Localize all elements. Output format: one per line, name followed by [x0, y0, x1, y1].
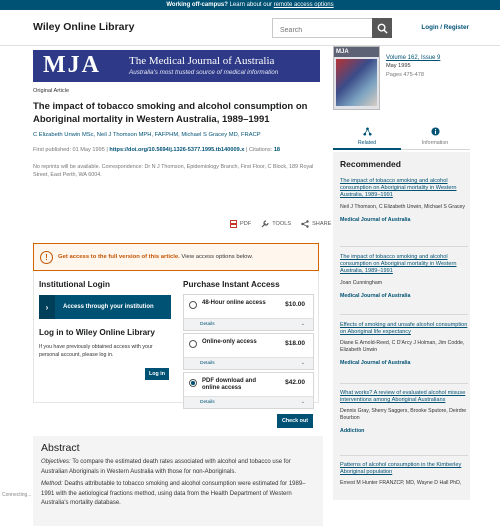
abstract-heading: Abstract	[41, 442, 80, 454]
purchase-option-online-only[interactable]	[183, 333, 314, 370]
wol-login-text: If you have previously obtained access with your personal account, please log in.	[39, 344, 153, 358]
info-icon	[431, 127, 440, 136]
option-details-toggle[interactable]	[184, 318, 313, 330]
issue-date: May 1995	[386, 63, 411, 69]
recommended-item-title[interactable]: The impact of tobacco smoking and alcohol consumption on Aboriginal mortality in Western Australia, 1989–1991	[340, 178, 457, 199]
option-details-toggle[interactable]	[184, 396, 313, 408]
purchase-option-48-hour[interactable]	[183, 294, 314, 331]
citations-label: Citations:	[248, 147, 274, 153]
doi-link[interactable]: https://doi.org/10.5694/j.1326-5377.1995.tb140009.x	[109, 147, 245, 153]
recommended-title: Recommended	[340, 159, 401, 169]
radio-button[interactable]	[189, 301, 197, 309]
option-row[interactable]	[184, 373, 313, 396]
login-register-link[interactable]: Login / Register	[421, 24, 469, 31]
search-icon	[377, 23, 388, 34]
divider	[340, 246, 468, 247]
journal-cover-image[interactable]	[333, 46, 380, 110]
share-icon	[301, 220, 309, 228]
tab-information[interactable]	[401, 124, 469, 146]
journal-tagline: Australia's most trusted source of medical information	[129, 69, 279, 76]
cover-artwork	[336, 59, 377, 106]
checkout-button[interactable]: Check out	[277, 414, 313, 428]
option-row[interactable]	[184, 334, 313, 357]
recommended-item-title[interactable]: The impact of tobacco smoking and alcohol consumption on Aboriginal mortality in Western Australia, 1989–1991	[340, 254, 457, 275]
search-input[interactable]	[273, 22, 371, 40]
share-button[interactable]	[301, 220, 331, 228]
chevron-down-icon: ⌄	[300, 321, 305, 327]
article-title: The impact of tobacco smoking and alcohol consumption on Aboriginal mortality in Western Australia, 1989–1991	[33, 101, 308, 125]
warning-icon: !	[40, 251, 53, 264]
divider	[340, 383, 468, 384]
volume-issue-link[interactable]: Volume 162, Issue 9	[386, 55, 441, 61]
recommended-item-authors: Dennis Gray, Sherry Saggers, Brooke Sputore, Deirdre Bourbon	[340, 408, 467, 422]
first-published-label: First published:	[33, 147, 73, 153]
recommended-item-title[interactable]: Patterns of alcohol consumption in the Kimberley Aboriginal population	[340, 462, 462, 476]
log-in-button[interactable]: Log in	[145, 368, 169, 380]
option-price: $18.00	[285, 340, 305, 347]
option-price: $10.00	[285, 301, 305, 308]
correspondence-note: No reprints will be available. Correspondence: Dr N J Thomson, Epidemiology Branch, First Floor, C Block, 189 Royal Street, East Perth, WA 6004.	[33, 164, 314, 178]
option-row[interactable]	[184, 295, 313, 318]
institution-access-button[interactable]	[39, 295, 171, 319]
recommended-item-title[interactable]: Effects of smoking and unsafe alcohol consumption on Aboriginal life expectancy	[340, 322, 468, 336]
institution-access-label: Access through your institution	[63, 303, 154, 310]
recommended-item-title[interactable]: What works? A review of evaluated alcohol misuse interventions among Aboriginal Australians	[340, 390, 466, 404]
search-button[interactable]	[372, 18, 392, 38]
recommended-item	[340, 390, 468, 434]
method-label: Method:	[41, 481, 63, 487]
banner-bold: Working off-campus?	[166, 2, 228, 8]
author-list[interactable]: C Elizabeth Unwin MSc, Neil J Thomson MPH, FAFPHM, Michael S Gracey MD, FRACP	[33, 132, 261, 138]
access-notice	[33, 243, 319, 271]
radio-button[interactable]	[189, 340, 197, 348]
chevron-down-icon: ⌄	[300, 360, 305, 366]
option-name: 48-Hour online access	[202, 300, 266, 306]
publication-info: First published: 01 May 1995 | https://doi.org/10.5694/j.1326-5377.1995.tb140009.x | Citations: 18	[33, 147, 281, 153]
access-notice-rest: View access options below.	[179, 254, 254, 260]
tab-information-label: Information	[421, 140, 449, 146]
recommended-item-journal[interactable]: Medical Journal of Australia	[340, 360, 411, 367]
issue-pages: Pages 475-478	[386, 72, 424, 78]
chevron-down-icon: ⌄	[300, 399, 305, 405]
recommended-item-authors: Joan Cunningham	[340, 279, 383, 286]
tab-related[interactable]	[333, 124, 401, 150]
cover-label: MJA	[334, 47, 379, 57]
tools-label: TOOLS	[272, 221, 292, 227]
option-price: $42.00	[285, 379, 305, 386]
remote-access-link[interactable]: remote access options	[273, 2, 334, 8]
related-icon	[363, 127, 372, 136]
banner-text: Learn about our	[227, 2, 274, 8]
recommended-item	[340, 254, 468, 299]
recommended-item-authors: Diane E Arnold-Reed, C D'Arcy J Holman, Jim Codde, Elizabeth Unwin	[340, 340, 465, 354]
objectives-label: Objectives:	[41, 459, 71, 465]
recommended-item	[340, 322, 468, 366]
recommended-item-journal[interactable]: Medical Journal of Australia	[340, 216, 411, 223]
tools-button[interactable]	[261, 220, 291, 228]
arrow-right-icon: ›	[39, 295, 55, 319]
browser-status-text: Connecting...	[2, 492, 32, 498]
access-notice-bold: Get access to the full version of this article.	[58, 254, 180, 260]
details-label: Details	[200, 361, 215, 366]
purchase-option-pdf-online[interactable]	[183, 372, 314, 409]
site-header	[0, 10, 500, 46]
recommended-item	[340, 462, 468, 487]
details-label: Details	[200, 322, 215, 327]
divider	[340, 314, 468, 315]
share-label: SHARE	[312, 221, 332, 227]
option-name: PDF download and online access	[202, 378, 256, 391]
journal-name: The Medical Journal of Australia	[129, 55, 275, 67]
institutional-login-title: Institutional Login	[39, 280, 110, 289]
method-text: Deaths attributable to tobacco smoking and alcohol consumption were estimated for 1989–1991 with the aetiological fractions method, using data from the Health Department of Western Australia's mortality database.	[41, 481, 306, 506]
abstract-method	[41, 480, 316, 509]
recommended-item	[340, 178, 468, 223]
abstract-objectives	[41, 458, 316, 477]
pdf-button[interactable]	[230, 220, 251, 228]
radio-button-selected[interactable]	[189, 379, 197, 387]
journal-abbr: MJA	[43, 52, 101, 78]
article-tools	[230, 220, 331, 228]
journal-banner[interactable]	[33, 50, 320, 82]
recommended-item-authors: Neil J Thomson, C Elizabeth Unwin, Michael S Gracey	[340, 203, 466, 210]
recommended-item-authors: Ernest M Hunter FRANZCP, MD, Wayne D Hall PhD,	[340, 480, 462, 487]
first-published-date: 01 May 1995	[72, 147, 105, 153]
citations-count[interactable]: 18	[273, 147, 281, 153]
site-logo[interactable]: Wiley Online Library	[33, 21, 135, 33]
details-label: Details	[200, 400, 215, 405]
pdf-label: PDF	[240, 221, 252, 227]
access-notice-text	[58, 254, 253, 260]
sidebar-tabs	[333, 124, 470, 150]
search-box	[272, 18, 392, 38]
tab-related-label: Related	[357, 140, 377, 146]
article-type: Original Article	[33, 88, 70, 94]
recommended-item-journal[interactable]: Addiction	[340, 428, 365, 435]
divider	[340, 455, 468, 456]
remote-access-banner	[0, 0, 500, 10]
recommended-item-journal[interactable]: Medical Journal of Australia	[340, 292, 411, 299]
option-name: Online-only access	[202, 339, 257, 345]
wrench-icon	[261, 220, 269, 228]
wol-login-title: Log in to Wiley Online Library	[39, 328, 155, 337]
pdf-icon	[230, 220, 237, 228]
option-details-toggle[interactable]	[184, 357, 313, 369]
purchase-title: Purchase Instant Access	[183, 280, 280, 289]
objectives-text: To compare the estimated death rates associated with alcohol and tobacco use for Australian Aboriginals in Western Australia with those for non-Aboriginals.	[41, 459, 291, 475]
